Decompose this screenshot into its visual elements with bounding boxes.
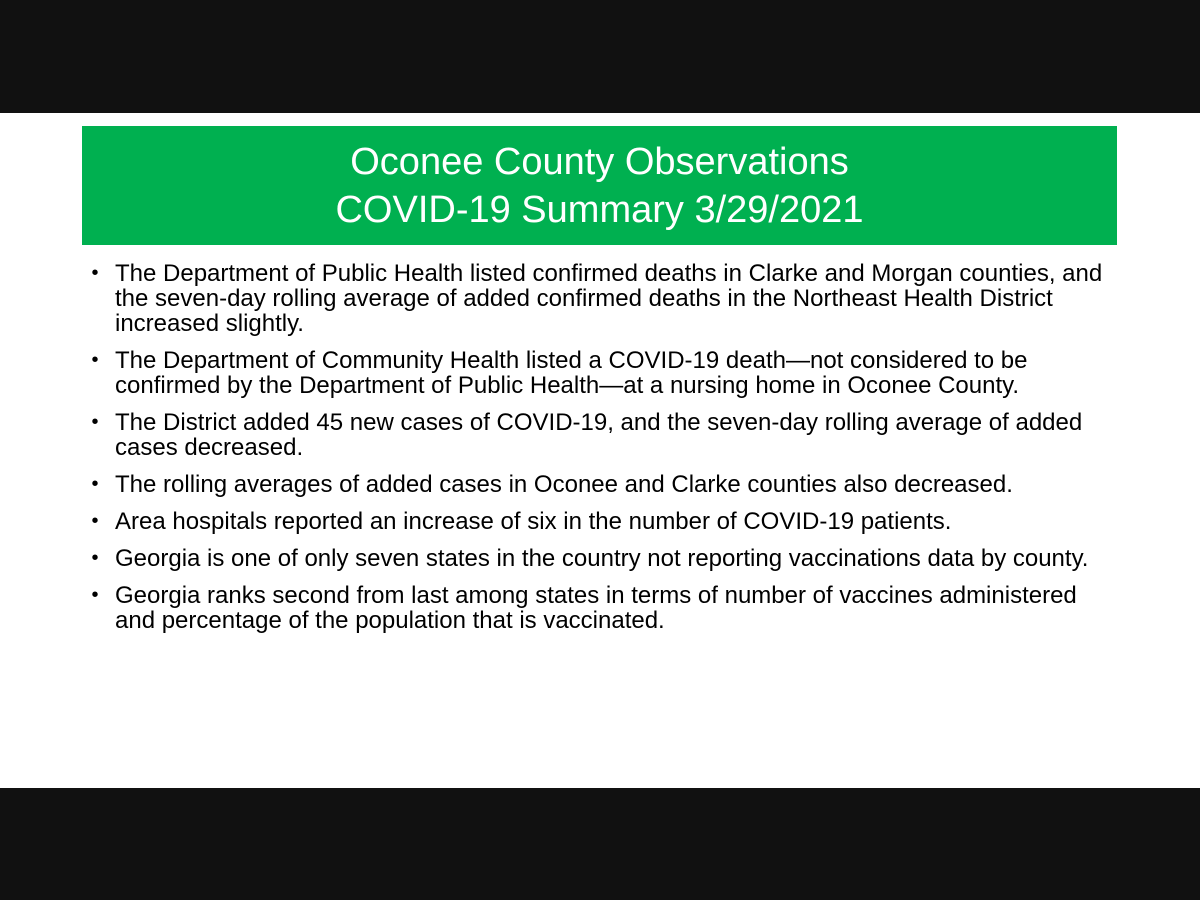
slide-title-line-1: Oconee County Observations <box>350 140 849 183</box>
letterbox-top <box>0 0 1200 113</box>
bullet-icon: • <box>91 411 99 433</box>
bullet-list <box>88 261 1118 645</box>
bullet-text: The District added 45 new cases of COVID-19, and the seven-day rolling average of added cases decreased. <box>115 409 1083 461</box>
bullet-icon: • <box>91 510 99 532</box>
letterbox-bottom <box>0 788 1200 900</box>
bullet-text: Area hospitals reported an increase of six in the number of COVID-19 patients. <box>115 508 952 535</box>
bullet-icon: • <box>91 547 99 569</box>
bullet-item <box>88 509 1118 534</box>
bullet-item <box>88 472 1118 497</box>
slide-title-line-2: COVID-19 Summary 3/29/2021 <box>335 188 864 231</box>
bullet-icon: • <box>91 473 99 495</box>
title-banner <box>82 126 1117 245</box>
slide <box>0 113 1200 788</box>
bullet-item <box>88 583 1118 633</box>
bullet-icon: • <box>91 584 99 606</box>
bullet-item <box>88 410 1118 460</box>
bullet-text: The Department of Community Health listed a COVID-19 death—not considered to be confirmed by the Department of Public Health—at a nursing home in Oconee County. <box>115 347 1028 399</box>
bullet-text: The Department of Public Health listed confirmed deaths in Clarke and Morgan counties, and the seven-day rolling average of added confirmed deaths in the Northeast Health District increased slightly. <box>115 260 1103 337</box>
bullet-icon: • <box>91 349 99 371</box>
bullet-item <box>88 546 1118 571</box>
bullet-item <box>88 261 1118 336</box>
bullet-text: The rolling averages of added cases in Oconee and Clarke counties also decreased. <box>115 471 1013 498</box>
bullet-item <box>88 348 1118 398</box>
bullet-text: Georgia is one of only seven states in the country not reporting vaccinations data by county. <box>115 545 1089 572</box>
bullet-icon: • <box>91 262 99 284</box>
bullet-text: Georgia ranks second from last among states in terms of number of vaccines administered and percentage of the population that is vaccinated. <box>115 582 1077 634</box>
